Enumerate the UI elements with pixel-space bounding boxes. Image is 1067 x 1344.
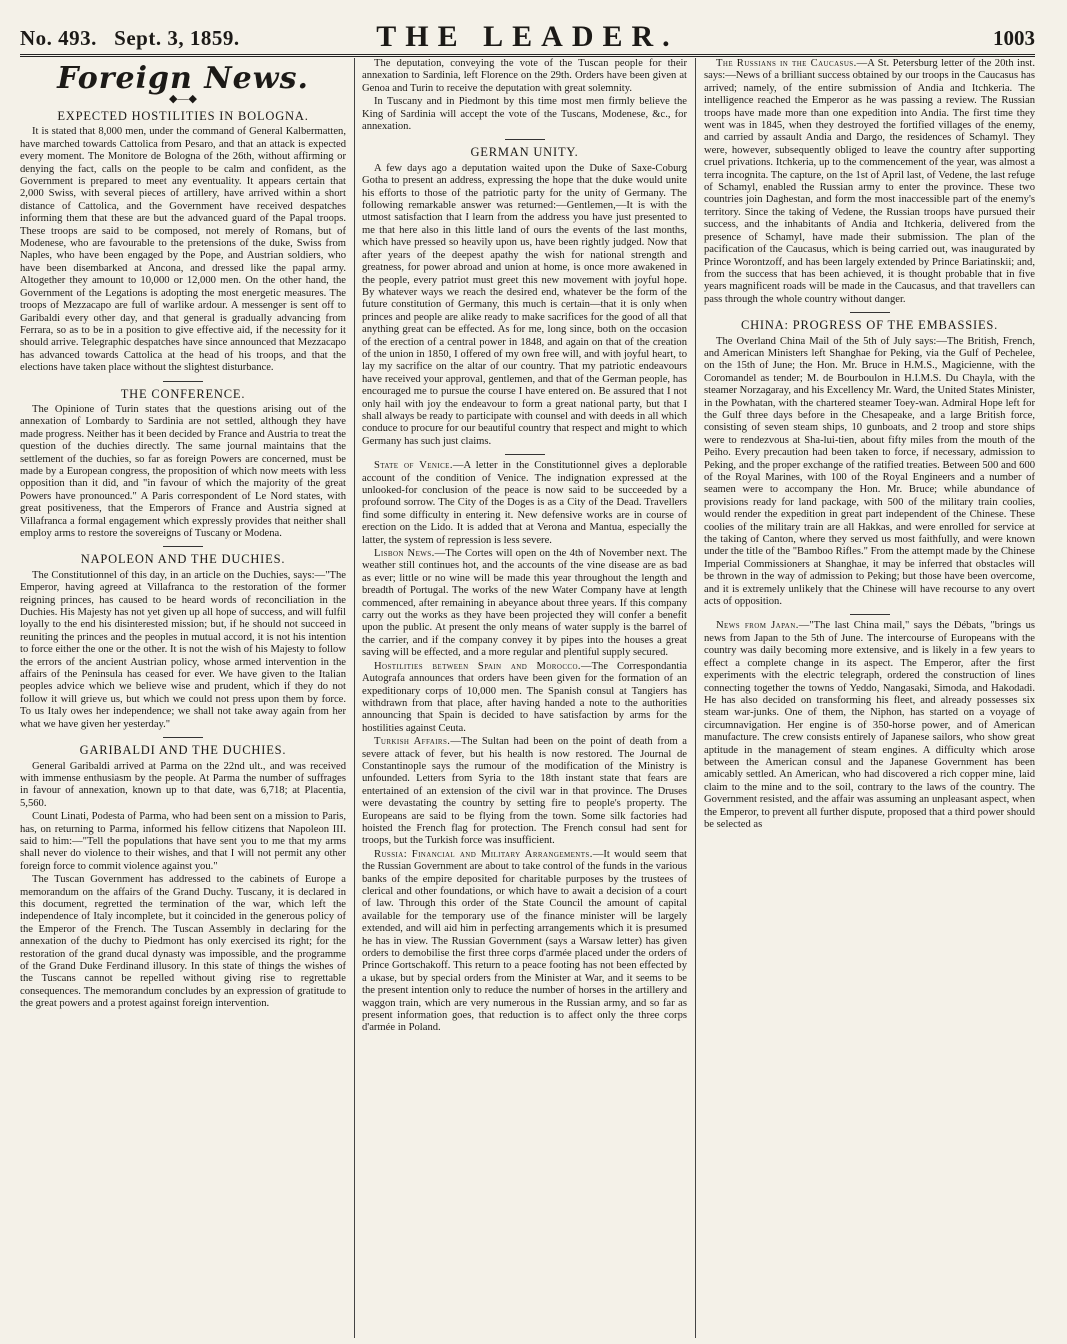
brief-text: —"The last China mail," says the Débats, "brings us news from Japan to the 5th of June. The intercourse of Europeans with the country was daily becoming more extensive, and is likely in a few years to effect a complete change in its aspect. The Emperor, after the first experiments with the electric telegraph, ordered the construction of lines connecting together the towns of Yeddo, Nangasaki, Simoda, and Hakodadi. He has also decided on transforming his fleet, and already possesses six steam war-junks. One of them, the Niphon, has started on a voyage of circumnavigation. Her engine is of 350-horse power, and of American manufacture. The crew consists entirely of Japanese sailors, who show great aptitude in the management of steam engines. A difficulty which arose between the American consul and the Japanese Government has been amicably settled. An American, who had discovered a rich copper mine, laid claim to the mine and to the soil, contrary to the laws of the country. The Government resisted, and the affair was assuming an unpleasant aspect, when the Emperor, to prevent all further dispute, proposed that a third power should be selected as	[704, 620, 1035, 830]
divider	[505, 139, 545, 140]
divider	[163, 546, 203, 547]
brief-lead: State of Venice.	[374, 460, 453, 472]
divider	[850, 312, 890, 313]
brief-lead: Hostilities between Spain and Morocco.	[374, 660, 581, 672]
masthead	[20, 20, 1035, 57]
issue-date-text: Sept. 3, 1859.	[114, 26, 240, 50]
column-rule	[695, 58, 696, 1338]
column-2	[362, 58, 687, 1338]
article-paragraph: Count Linati, Podesta of Parma, who had been sent on a mission to Paris, has, on returning to Parma, informed his fellow citizens that Napoleon III. said to him:—"Tell the populations that have sent you to me that my arms shall never do violence to their wishes, and that I will not permit any other foreign force to commit violence against you."	[20, 811, 346, 872]
divider	[505, 454, 545, 455]
brief-lead: News from Japan.	[716, 620, 799, 632]
brief-item	[704, 58, 1035, 306]
article-paragraph: The Tuscan Government has addressed to the cabinets of Europe a memorandum on the affairs of the Grand Duchy. Tuscany, it is declared in this document, regretted the termination of the war, which left the independence of Italy incomplete, but it coincided in the generous policy of the Emperor of the French. The Tuscan Assembly in declaring for the annexation of the duchy to Piedmont has only exercised its right; for the restoration of the grand ducal dynasty was impossible, and the programme of the Grand Duke Ferdinand illusory. In this state of things the wishes of the Tuscans cannot be repelled without giving rise to regrettable consequences. The memorandum concludes by an expression of gratitude to the great powers and a protest against foreign intervention.	[20, 874, 346, 1010]
brief-text: —The Cortes will open on the 4th of November next. The weather still continues hot, and the accounts of the vine disease are as bad as ever; little or no wine will be made this year throughout the length and breadth of Portugal. The works of the new Water Company have at length commenced, after remaining in abeyance about three years. If this company carry out the works as they have been projected they will confer a benefit upon the public. At present the only means of water supply is the barrel of the carrier, and if the company convey it by pipes into the houses a great saving will be effected, and a more regular and plentiful supply secured.	[362, 548, 687, 659]
brief-lead: Lisbon News.	[374, 548, 435, 560]
divider	[163, 381, 203, 382]
column-rule	[354, 58, 355, 1338]
brief-text: —The Correspondantia Autografa announces that orders have been given for the formation of an expeditionary corps of 10,000 men. The Spanish consul at Tangiers has withdrawn from that place, after having handed a note to the authorities announcing that Spain is decided to have satisfaction by arms for the hostilities against Ceuta.	[362, 660, 687, 734]
brief-text: —A St. Petersburg letter of the 20th inst. says:—News of a brilliant success obtained by our troops in the Caucasus has arrived; namely, of the entire submission of Andia and Itchkeria. The intelligence reached the Emperor as he was passing a review. The Russian troops have made more than one expedition into Andia. The first time they went was in 1845, when they destroyed the fortified villages of the enemy, and carried by assault Andia and Dargo, the residences of Schamyl. They were, however, subsequently obliged to leave the country after supporting cruel privations. Itchkeria, up to the commencement of the year, was almost a terra incognita. The capture, on the 1st of April last, of Vedene, the last refuge of Schamyl, enabled the Russian army to enter the province. These two countries join Daghestan, and form the most inaccessible part of the enemy's territory. Since the taking of Vedene, the Russian troops have pursued their success, and the inhabitants of Andia and Itchkeria, delivered from the presence of Schamyl, have made their submission. The plan of the pacification of the Caucasus, which is being carried out, was inaugurated by Prince Worontzoff, and has been largely extended by Prince Bariatinskii; and, from the success that has been achieved, it is thought probable that in five years magnificent roads will be made in the Caucasus, and that travellers can pass through the whole country without danger.	[704, 58, 1035, 305]
brief-item	[704, 620, 1035, 831]
brief-lead: Russia: Financial and Military Arrangements.	[374, 848, 593, 860]
column-3	[704, 58, 1035, 1338]
article-paragraph: The Constitutionnel of this day, in an article on the Duchies, says:—"The Emperor, having agreed at Villafranca to the restoration of the former reigning princes, has caused to be heard words of reconciliation in the Duchies. His Majesty has not yet given up all hope of success, and will fulfil loyally to the end his disinterested mission; but, if he should not succeed in reuniting the princes and the peoples in mutual accord, it is not his intention to force either the one or the other. It is not the wish of his Majesty to follow the errors of the ancient Austrian policy, whose armed intervention in the affairs of the Peninsula has ceased for ever. We have given to the Italian peoples advice which we believe wise and prudent, which if they do not follow it will grieve us, but which we could not press upon them by force. To us Italy owes her independence; we shall not take away again from her what we have given her yesterday."	[20, 569, 346, 730]
brief-lead: The Russians in the Caucasus.	[716, 58, 857, 69]
divider	[850, 614, 890, 615]
issue-number: No. 493.	[20, 26, 97, 50]
article-heading: NAPOLEON AND THE DUCHIES.	[80, 552, 286, 567]
article-paragraph: The deputation, conveying the vote of the Tuscan people for their annexation to Sardinia, left Florence on the 29th. Orders have been given at Genoa and Turin to receive the deputation with great solemnity.	[362, 58, 687, 94]
ornament: ◆—◆	[169, 93, 197, 105]
brief-item	[362, 548, 687, 660]
brief-lead: Turkish Affairs.	[374, 736, 451, 748]
article-heading: CHINA: PROGRESS OF THE EMBASSIES.	[740, 318, 999, 333]
article-paragraph: The Opinione of Turin states that the questions arising out of the annexation of Lombardy to Sardinia are not settled, although they have made progress. Neither has it been decided by France and Austria to treat the question of the duchies directly. The same journal maintains that the settlement of the duchies, so far as foreign Powers are concerned, must be made by a European congress, the proposition of which now meets with less opposition than it did, and "in favour of which the majority of the great Powers have pronounced." A Paris correspondent of Le Nord states, with great positiveness, that the Emperors of France and Austria signed at Villafranca a formal engagement which expressly provides that neither shall employ arms to restore the sovereigns of Tuscany or Modena.	[20, 403, 346, 539]
brief-item	[362, 736, 687, 848]
brief-item	[362, 849, 687, 1035]
newspaper-title: THE LEADER.	[376, 20, 679, 53]
section-title: Foreign News.	[57, 61, 309, 96]
brief-text: —A letter in the Constitutionnel gives a deplorable account of the condition of Venice. The indignation expressed at the unlooked-for conclusion of the peace is now said to be succeeded by a profound sorrow. The City of the Doges is as a City of the Dead. Travellers find some difficulty in entering it. New defensive works are in course of erection on the Lido. It is added that at Verona and Mantua, especially the latter, the system of repression is less severe.	[362, 460, 687, 546]
article-paragraph: It is stated that 8,000 men, under the command of General Kalbermatten, have marched towards Cattolica from Pesaro, and that an attack is expected every moment. The Monitore de Bologna of the 26th, without affirming or denying the fact, calls on the people to be calm and confident, as the Government is prepared to meet any eventuality. It appears certain that 2,000 Swiss, with several pieces of artillery, have arrived within a short distance of Cattolica, and the Government have received despatches informing them that these are but the advanced guard of the Papal troops. These troops are said to be composed, not merely of Romans, but of Modenese, who are favourable to the pretensions of the duke, Swiss from Naples, who have been engaged by the Pope, and Austrian soldiers, who have been disembarked at Ancona, and dressed like the papal army. Altogether they amount to 10,000 or 12,000 men. On the other hand, the Government of the Legations is adopting the most energetic measures. The troops of Mezzacapo are full of warlike ardour. A messenger is sent off to Garibaldi every other day, and that general is gradually advancing from Ferrara, so as to be in a position to give effective aid, if the necessity for it should arrive. Telegraphic despatches have since announced that Mezzacapo has advanced towards Cattolica at the head of his troops, and that the elections have taken place without the slightest disturbance.	[20, 126, 346, 374]
brief-item	[362, 661, 687, 735]
article-paragraph: In Tuscany and in Piedmont by this time most men firmly believe the King of Sardinia will accept the vote of the Tuscans, Modenese, &c., for annexation.	[362, 96, 687, 133]
brief-text: —The Sultan had been on the point of death from a severe attack of fever, but his health is now restored. The Journal de Constantinople says the rumour of the modification of the Ministry is unfounded. Letters from Syria to the 18th instant state that fears are entertained of an extension of the civil war in that province. The Druses were devastating the country by setting fire to people's property. The Europeans are said to be flying from the town. Some silk factories had hoisted the French flag for protection. The French consul had sent for troops, but the Turkish force was insufficient.	[362, 736, 687, 847]
article-heading: THE CONFERENCE.	[120, 386, 246, 401]
column-1	[20, 58, 346, 1338]
page-number: 1003	[993, 26, 1035, 50]
article-heading: GERMAN UNITY.	[470, 145, 579, 160]
article-paragraph: The Overland China Mail of the 5th of July says:—The British, French, and American Ministers left Shanghae for Peking, via the Gulf of Pechelee, on the 15th of June; the Hon. Mr. Bruce in H.M.S., Magicienne, with the Coromandel as tender; M. de Bourboulon in H.I.M.S. Du Chayla, with the steamer Norzagaray, and his Excellency Mr. Ward, the United States Minister, in the Powhatan, with the chartered steamer Toey-wan. Admiral Hope left for the Gulf three days before in the Chesapeake, and a large British force, consisting of seven steam ships, 10 gunboats, and 2 troop and store ships were to rendezvous at Sha-lui-tien, about fifty miles from the mouth of the Peiho. Every precaution had been taken to force, if necessary, admission to Peking, and the proper exchange of the ratified treaties. Between 500 and 600 of the Royal Marines, with 100 of the Royal Engineers and a number of seamen were to accompany the Hon. Mr. Bruce; while abundance of provisions ready for land package, with 500 of the military train coolies, would render the expedition in great part independent of the Chinese. These coolies of the military train are all Hakkas, and were enrolled for service at the taking of Canton, where they served us most faithfully, and were known under the title of the "Bamboo Rifles." From the attempt made by the Chinese Imperial Commissioners at Shanghae, it may be inferred that obstacles will be thrown in the way of admission to Peking; but those have been overcome, and it is extremely unlikely that the Chinese will have recourse to any overt acts of opposition.	[704, 335, 1035, 608]
article-paragraph: A few days ago a deputation waited upon the Duke of Saxe-Coburg Gotha to present an address, expressing the hope that the duke would unite his efforts to those of the patriotic party for the unity of Germany. The following remarkable answer was returned:—Gentlemen,—It is with the utmost satisfaction that I learn from the address you have just presented to me that here also in this little land of ours the events of the last months, which have pressed so heavily upon us, have been rightly judged. Now that after years of the deepest apathy the wish for national strength and greatness, for power abroad and union at home, is once more awakened in the people, every patriot must greet this new movement with joyful hope. By whatever ways we reach the desired end, whatever be the form of the future constitution of Germany, this much is certain—that it is only when princes and people are alike ready to make sacrifices for the good of all that anything great can be effected. As for me, long since, both on the occasion of the erection of a central power in 1848, and again on that of the creation of the union in 1850, I offered of my own free will, and with joyful heart, to lay my sacrifice on the altar of our country. That my patriotic endeavours have received your approval, gentlemen, and that of the German people, has encouraged me to pursue the course I have entered on. Be assured that I not only hail with joy the endeavour to form a great national party, but that I shall always be ready to participate with counsel and with deeds in all which conduce to procure for our beautiful country that respect and might to which Germany has such just claims.	[362, 162, 687, 447]
article-heading: EXPECTED HOSTILITIES IN BOLOGNA.	[57, 109, 309, 123]
article-paragraph: General Garibaldi arrived at Parma on the 22nd ult., and was received with immense enthusiasm by the people. At Parma the number of suffrages in favour of annexation, known up to that date, was 6,718; at Placentia, 5,560.	[20, 760, 346, 809]
brief-item	[362, 460, 687, 547]
divider	[163, 737, 203, 738]
brief-text: —It would seem that the Russian Government are about to take control of the funds in the various banks of the empire deposited for charitable purposes by the trustees of clerical and other foundations, or which have to await a decision of a court of law. Through this order of the State Council the amount of capital available for the temporary use of the finance minister will be largely extended, and will aid him in perfecting arrangements which it is presumed he has in view. The Russian Government (says a Warsaw letter) has given orders to demobilise the first three corps d'armée placed under the orders of Prince Gortschakoff. This return to a peace footing has not been effected by a ukase, but by special orders from the Minister at War, and it seems to be the present intention only to reduce the number of horses in the artillery and waggon train, which are very numerous in the Russian army, and so far as present information goes, that reduction is to affect only the three corps d'armée in Poland.	[362, 848, 687, 1034]
article-heading: GARIBALDI AND THE DUCHIES.	[79, 743, 287, 758]
